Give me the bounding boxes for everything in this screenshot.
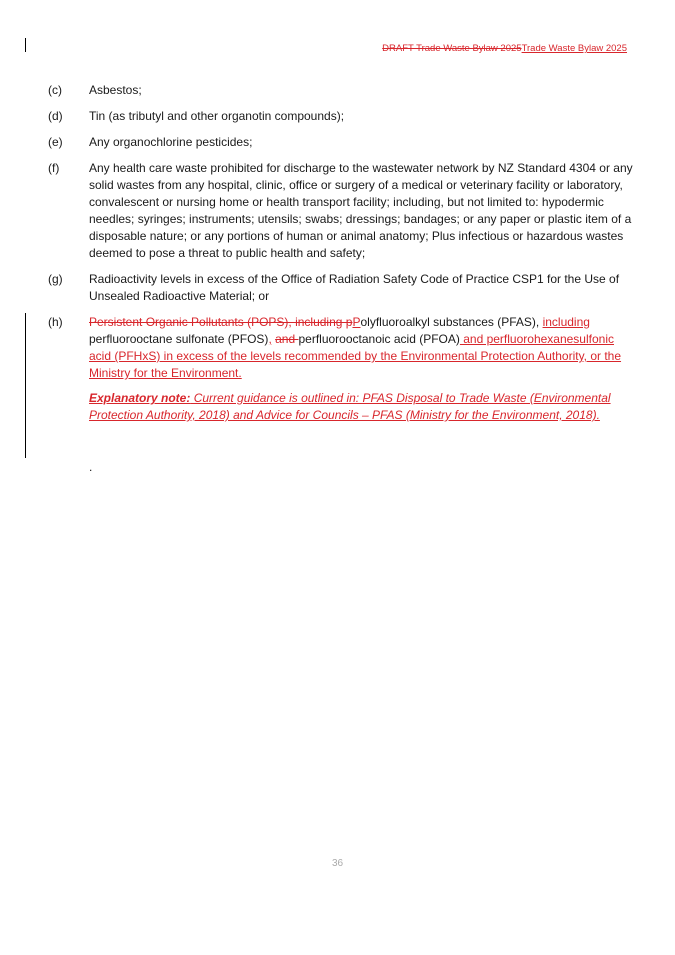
item-letter: (g) — [48, 272, 63, 286]
plain-text: perfluorooctanoic acid (PFOA) — [298, 332, 460, 346]
header-deleted-text: DRAFT Trade Waste Bylaw 2025 — [382, 43, 522, 54]
list-item-h — [48, 314, 638, 382]
item-letter: (c) — [48, 83, 62, 97]
list-item-g — [48, 271, 638, 305]
page-number: 36 — [331, 858, 344, 869]
item-letter: (d) — [48, 109, 63, 123]
item-text: Radioactivity levels in excess of the Office of Radiation Safety Code of Practice CSP1 for the Use of Unsealed Radioactive Material; or — [89, 272, 620, 303]
inserted-text: P — [352, 315, 361, 329]
note-text: Current guidance is outlined in: PFAS Disposal to Trade Waste (Environmental Protection Authority, 2018) and Advice for Councils – PFAS (Ministry for the Environment, 2018). — [89, 391, 611, 422]
header-inserted-text: Trade Waste Bylaw 2025 — [521, 43, 627, 54]
item-text: Any health care waste prohibited for discharge to the wastewater network by NZ Standard 4304 or any solid wastes from any hospital, clinic, office or surgery of a medical or veterinary facility or laboratory, convalescent or nursing home or health transport facility; including, but not limited to: hypodermic needles; syringes; instruments; utensils; swabs; dressings; bandages; or any paper or plastic item of a disposable nature; or any portions of human or animal anatomy; Plus infectious or hazardous wastes deemed to pose a threat to public health and safety; — [89, 161, 633, 260]
running-header — [382, 43, 627, 54]
list-item-f — [48, 160, 638, 262]
inserted-text: and perfluorohexanesulfonic acid (PFHxS) in excess of the levels recommended by the Environmental Protection Authority, or the Ministry for the Environment. — [89, 332, 622, 380]
item-letter: (h) — [48, 315, 63, 329]
item-letter: (e) — [48, 135, 63, 149]
item-text-tracked — [89, 314, 638, 382]
inserted-text: including — [542, 315, 590, 329]
item-text: Asbestos; — [89, 83, 142, 97]
explanatory-note — [89, 390, 637, 424]
change-bar-header — [25, 38, 26, 52]
list-item-c — [48, 82, 638, 99]
item-text: Any organochlorine pesticides; — [89, 135, 253, 149]
stray-mark: . — [89, 460, 93, 474]
change-bar-item-h — [25, 313, 26, 458]
deleted-text: Persistent Organic Pollutants (POPS), including p — [89, 315, 353, 329]
plain-text: perfluorooctane sulfonate (PFOS) — [89, 332, 269, 346]
item-letter: (f) — [48, 161, 60, 175]
plain-text: olyfluoroalkyl substances (PFAS), — [360, 315, 543, 329]
list-item-e — [48, 134, 638, 151]
list-item-d — [48, 108, 638, 125]
note-label: Explanatory note: — [89, 391, 191, 405]
deleted-text: and — [275, 332, 299, 346]
item-text: Tin (as tributyl and other organotin compounds); — [89, 109, 345, 123]
inserted-text: , — [268, 332, 272, 346]
